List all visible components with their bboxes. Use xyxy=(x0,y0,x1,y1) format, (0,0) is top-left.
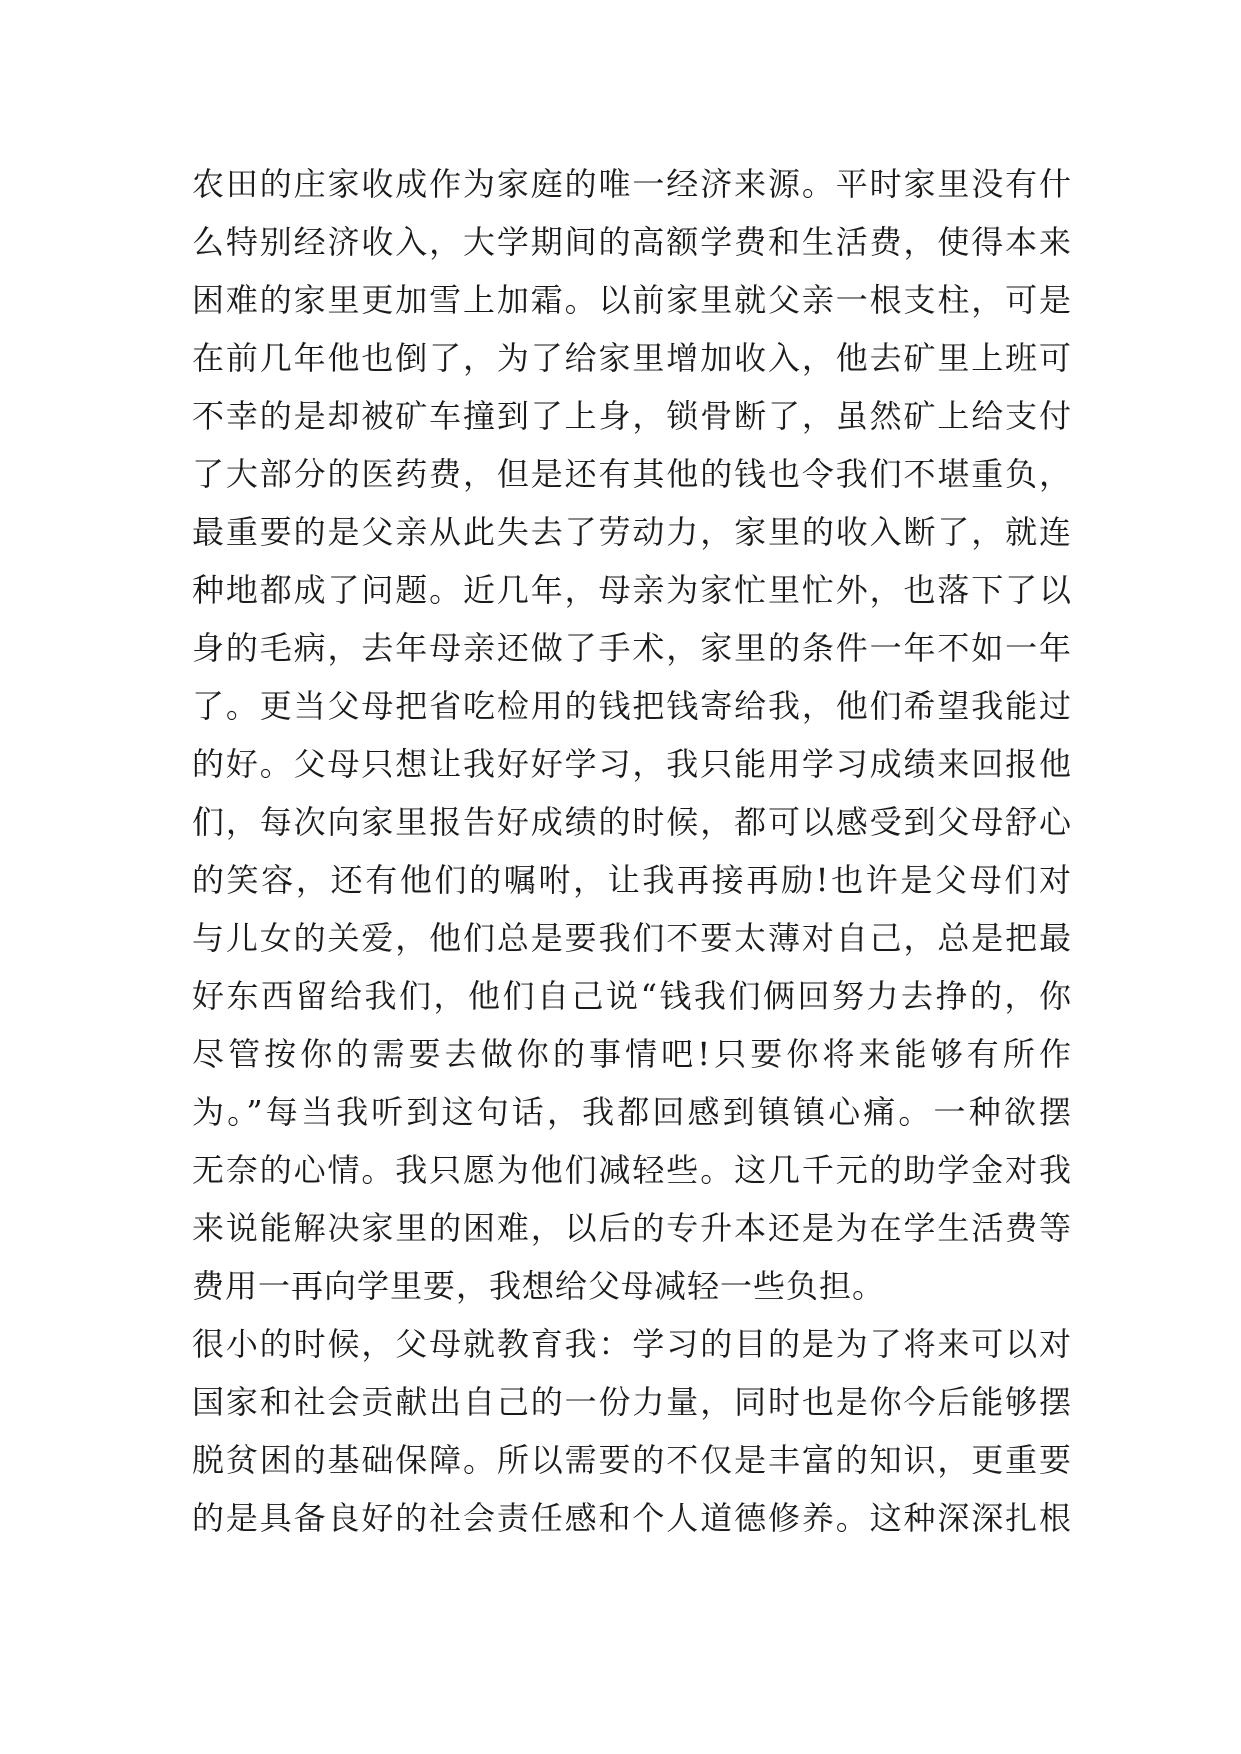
text-line: 的好。父母只想让我好好学习，我只能用学习成绩来回报他 xyxy=(192,745,1072,783)
text-line: 费用一再向学里要，我想给父母减轻一些负担。 xyxy=(192,1267,886,1305)
text-line: 们，每次向家里报告好成绩的时候，都可以感受到父母舒心 xyxy=(192,803,1072,841)
text-line: 与儿女的关爱，他们总是要我们不要太薄对自己，总是把最 xyxy=(192,919,1072,957)
text-line: 无奈的心情。我只愿为他们减轻些。这几千元的助学金对我 xyxy=(192,1151,1072,1189)
text-line: 好东西留给我们，他们自己说“钱我们俩回努力去挣的，你 xyxy=(192,977,1072,1015)
text-line: 为。”每当我听到这句话，我都回感到镇镇心痛。一种欲摆 xyxy=(192,1093,1072,1131)
text-line: 在前几年他也倒了，为了给家里增加收入，他去矿里上班可 xyxy=(192,339,1072,377)
text-line: 身的毛病，去年母亲还做了手术，家里的条件一年不如一年 xyxy=(192,629,1072,667)
text-line: 么特别经济收入，大学期间的高额学费和生活费，使得本来 xyxy=(192,223,1072,261)
text-line: 困难的家里更加雪上加霜。以前家里就父亲一根支柱，可是 xyxy=(192,281,1072,319)
text-line: 国家和社会贡献出自己的一份力量，同时也是你今后能够摆 xyxy=(192,1383,1072,1421)
text-line: 来说能解决家里的困难，以后的专升本还是为在学生活费等 xyxy=(192,1209,1072,1247)
text-line: 的是具备良好的社会责任感和个人道德修养。这种深深扎根 xyxy=(192,1499,1072,1537)
text-line: 不幸的是却被矿车撞到了上身，锁骨断了，虽然矿上给支付 xyxy=(192,397,1072,435)
text-line: 种地都成了问题。近几年，母亲为家忙里忙外，也落下了以 xyxy=(192,571,1072,609)
text-line: 的笑容，还有他们的嘱咐，让我再接再励!也许是父母们对 xyxy=(192,861,1072,899)
text-line: 了大部分的医药费，但是还有其他的钱也令我们不堪重负， xyxy=(192,455,1072,493)
text-line: 尽管按你的需要去做你的事情吧!只要你将来能够有所作 xyxy=(192,1035,1072,1073)
text-line: 很小的时候，父母就教育我：学习的目的是为了将来可以对 xyxy=(192,1325,1072,1363)
text-line: 了。更当父母把省吃检用的钱把钱寄给我，他们希望我能过 xyxy=(192,687,1072,725)
text-line: 最重要的是父亲从此失去了劳动力，家里的收入断了，就连 xyxy=(192,513,1072,551)
body-text xyxy=(192,155,1072,1547)
text-line: 农田的庄家收成作为家庭的唯一经济来源。平时家里没有什 xyxy=(192,165,1072,203)
text-line: 脱贫困的基础保障。所以需要的不仅是丰富的知识，更重要 xyxy=(192,1441,1072,1479)
